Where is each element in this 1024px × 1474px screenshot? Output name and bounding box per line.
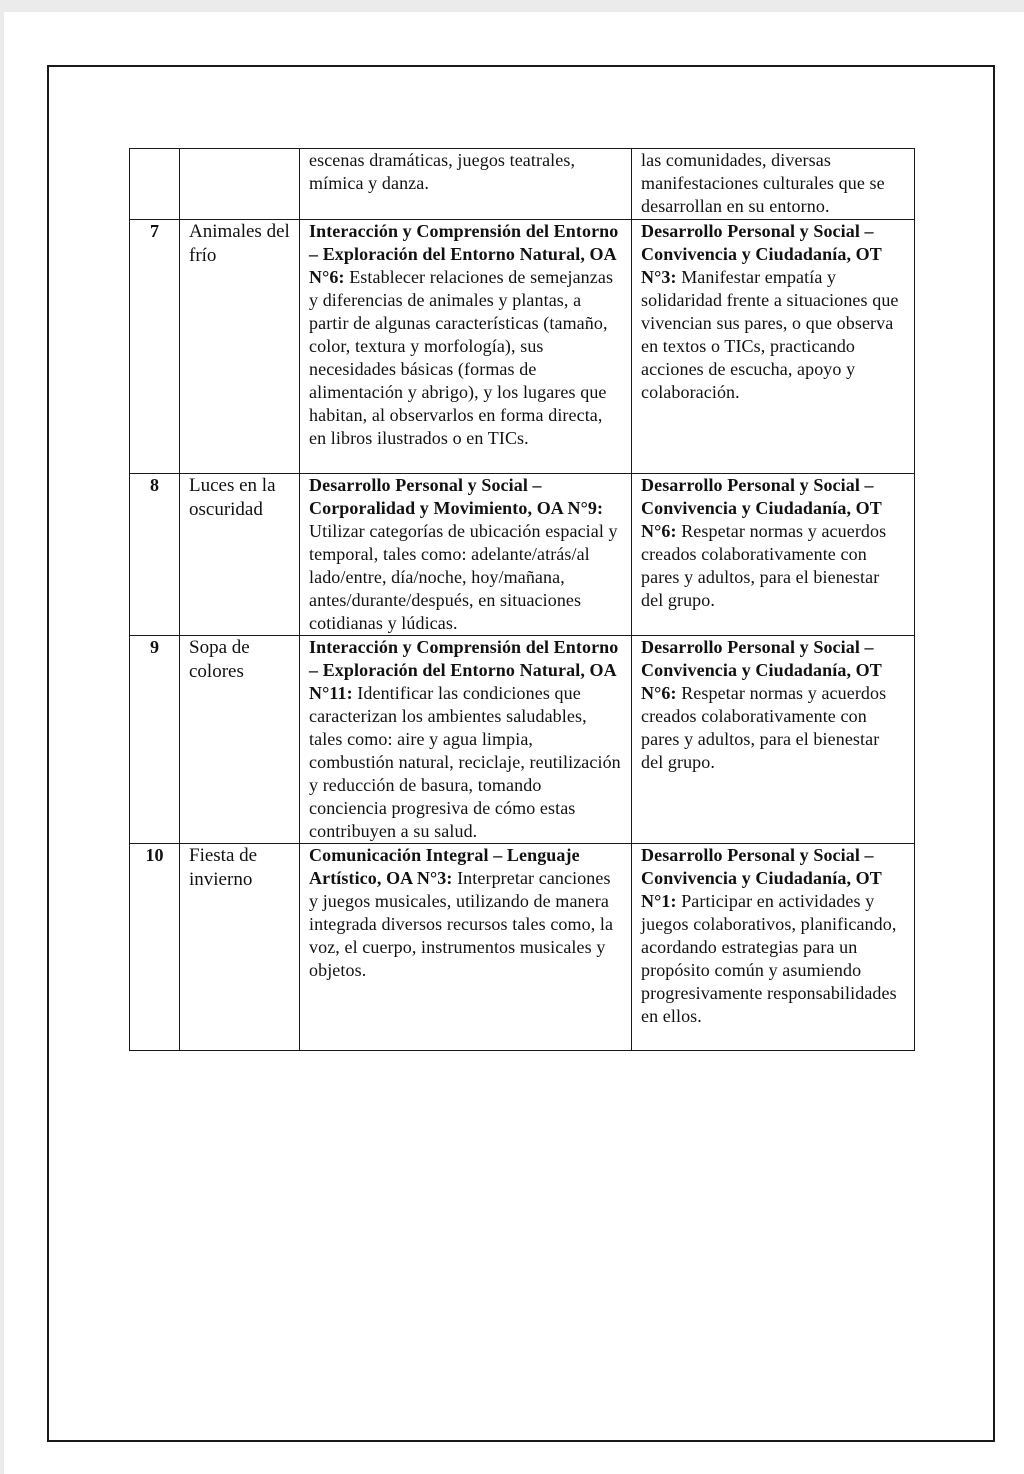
transversal-objective-cell [632,844,915,1051]
table-row [130,220,915,474]
table-row [130,636,915,844]
ot-heading: Desarrollo Personal y Social – Convivencia y Ciudadanía, OT N°3: [641,221,882,287]
table-row [130,844,915,1051]
row-topic: Fiesta de invierno [180,844,300,1051]
learning-objective-cell [300,220,632,474]
ot-text: las comunidades, diversas manifestaciones culturales que se desarrollan en su entorno. [641,150,885,216]
row-topic: Luces en la oscuridad [180,474,300,636]
learning-objective-cell [300,149,632,220]
learning-objective-cell [300,474,632,636]
objective-heading: Desarrollo Personal y Social – Corporalidad y Movimiento, OA N°9: [309,475,604,518]
planning-table [129,148,915,1051]
row-topic: Animales del frío [180,220,300,474]
document-page [4,12,1024,1474]
objective-text: Utilizar categorías de ubicación espacial y temporal, tales como: adelante/atrás/al lado/entre, día/noche, hoy/mañana, antes/durante/después, en situaciones cotidianas y lúdicas. [309,521,618,633]
ot-heading: Desarrollo Personal y Social – Convivencia y Ciudadanía, OT N°6: [641,637,882,703]
objective-heading: Interacción y Comprensión del Entorno – Exploración del Entorno Natural, OA N°11: [309,637,619,703]
ot-heading: Desarrollo Personal y Social – Convivencia y Ciudadanía, OT N°1: [641,845,882,911]
transversal-objective-cell [632,220,915,474]
table-row [130,149,915,220]
ot-heading: Desarrollo Personal y Social – Convivencia y Ciudadanía, OT N°6: [641,475,882,541]
objective-text: Identificar las condiciones que caracterizan los ambientes saludables, tales como: aire y agua limpia, combustión natural, reciclaje, reutilización y reducción de basura, tomando conciencia progresiva de cómo estas contribuyen a su salud. [309,683,621,841]
row-number: 8 [130,474,180,636]
transversal-objective-cell [632,474,915,636]
ot-text: Manifestar empatía y solidaridad frente a situaciones que vivencian sus pares, o que observa en textos o TICs, practicando acciones de escucha, apoyo y colaboración. [641,267,899,402]
row-number: 10 [130,844,180,1051]
learning-objective-cell [300,844,632,1051]
row-number: 7 [130,220,180,474]
objective-heading: Interacción y Comprensión del Entorno – Exploración del Entorno Natural, OA N°6: [309,221,619,287]
objective-text: Interpretar canciones y juegos musicales, utilizando de manera integrada diversos recursos tales como, la voz, el cuerpo, instrumentos musicales y objetos. [309,868,614,980]
objective-text: Establecer relaciones de semejanzas y diferencias de animales y plantas, a partir de algunas características (tamaño, color, textura y morfología), sus necesidades básicas (formas de alimentación y abrigo), y los lugares que habitan, al observarlos en forma directa, en libros ilustrados o en TICs. [309,267,614,448]
ot-text: Respetar normas y acuerdos creados colaborativamente con pares y adultos, para el bienestar del grupo. [641,683,887,772]
learning-objective-cell [300,636,632,844]
row-topic [180,149,300,220]
row-number: 9 [130,636,180,844]
transversal-objective-cell [632,636,915,844]
objective-heading: Comunicación Integral – Lenguaje Artístico, OA N°3: [309,845,580,888]
row-topic: Sopa de colores [180,636,300,844]
ot-text: Participar en actividades y juegos colaborativos, planificando, acordando estrategias para un propósito común y asumiendo progresivamente responsabilidades en ellos. [641,891,897,1026]
transversal-objective-cell [632,149,915,220]
objective-text: escenas dramáticas, juegos teatrales, mímica y danza. [309,150,576,193]
row-number [130,149,180,220]
table-row [130,474,915,636]
ot-text: Respetar normas y acuerdos creados colaborativamente con pares y adultos, para el bienestar del grupo. [641,521,887,610]
